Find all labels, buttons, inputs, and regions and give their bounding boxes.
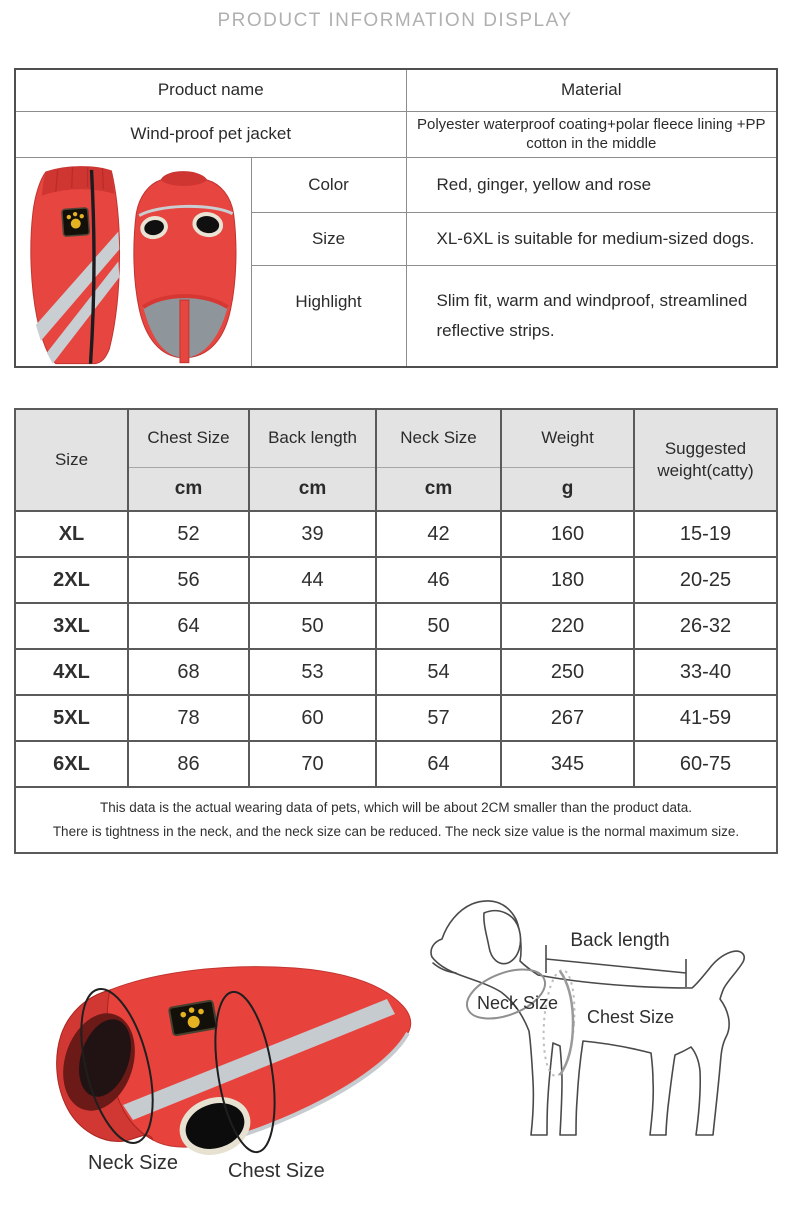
cell-size: 2XL [15,557,128,603]
unit-cm: cm [376,467,501,511]
cell-back: 50 [249,603,376,649]
color-label: Color [251,157,406,212]
cell-weight: 160 [501,511,634,557]
cell-back: 60 [249,695,376,741]
jacket-neck-size-label: Neck Size [88,1152,179,1174]
cell-chest: 68 [128,649,249,695]
product-photo-cell [15,157,251,367]
size-row [15,603,777,649]
cell-weight: 220 [501,603,634,649]
jacket-product-photo [16,158,251,367]
cell-neck: 64 [376,741,501,787]
cell-chest: 56 [128,557,249,603]
unit-cm: cm [249,467,376,511]
page-title: PRODUCT INFORMATION DISPLAY [217,10,573,31]
cell-neck: 50 [376,603,501,649]
color-value: Red, ginger, yellow and rose [406,157,777,212]
cell-neck: 57 [376,695,501,741]
material-value: Polyester waterproof coating+polar fleece lining +PP cotton in the middle [406,111,777,157]
dog-neck-size-label: Neck Size [477,993,559,1013]
jacket-side-view [31,166,120,363]
col-header-weight: Weight [501,409,634,467]
size-value: XL-6XL is suitable for medium-sized dogs. [406,212,777,265]
size-row [15,511,777,557]
cell-suggested: 15-19 [634,511,777,557]
cell-weight: 345 [501,741,634,787]
cell-size: XL [15,511,128,557]
cell-chest: 64 [128,603,249,649]
note-line-1: This data is the actual wearing data of pets, which will be about 2CM smaller than the product data. [99,800,693,815]
col-header-suggested: Suggested weight(catty) [634,409,777,511]
cell-suggested: 26-32 [634,603,777,649]
cell-back: 70 [249,741,376,787]
cell-suggested: 60-75 [634,741,777,787]
size-row [15,649,777,695]
note-line-2: There is tightness in the neck, and the neck size can be reduced. The neck size value is the normal maximum size. [52,824,740,839]
size-label: Size [251,212,406,265]
cell-size: 6XL [15,741,128,787]
cell-size: 4XL [15,649,128,695]
cell-weight: 250 [501,649,634,695]
jacket-measurement-photo [15,930,420,1175]
cell-size: 3XL [15,603,128,649]
cell-suggested: 33-40 [634,649,777,695]
product-name-header: Product name [15,69,406,111]
size-row [15,741,777,787]
cell-neck: 54 [376,649,501,695]
cell-neck: 42 [376,511,501,557]
col-header-chest: Chest Size [128,409,249,467]
cell-suggested: 20-25 [634,557,777,603]
paw-logo-badge [62,207,90,236]
cell-neck: 46 [376,557,501,603]
size-chart-note [15,787,777,853]
cell-back: 39 [249,511,376,557]
highlight-value: Slim fit, warm and windproof, streamlined reflective strips. [406,266,777,368]
cell-size: 5XL [15,695,128,741]
size-chart-table [14,408,778,854]
dog-back-length-label: Back length [570,930,670,951]
unit-cm: cm [128,467,249,511]
cell-chest: 86 [128,741,249,787]
size-row [15,695,777,741]
cell-back: 44 [249,557,376,603]
col-header-neck: Neck Size [376,409,501,467]
note-row [15,787,777,853]
cell-weight: 267 [501,695,634,741]
size-row [15,557,777,603]
product-name-value: Wind-proof pet jacket [15,111,406,157]
cell-chest: 78 [128,695,249,741]
measurement-guide [0,885,790,1217]
cell-weight: 180 [501,557,634,603]
dog-chest-size-label: Chest Size [587,1007,675,1027]
cell-chest: 52 [128,511,249,557]
highlight-label: Highlight [251,266,406,368]
col-header-size: Size [15,409,128,511]
product-info-table [14,68,778,368]
unit-g: g [501,467,634,511]
jacket-chest-size-label: Chest Size [228,1160,325,1182]
cell-back: 53 [249,649,376,695]
jacket-front-view [134,171,236,362]
material-header: Material [406,69,777,111]
cell-suggested: 41-59 [634,695,777,741]
col-header-back: Back length [249,409,376,467]
